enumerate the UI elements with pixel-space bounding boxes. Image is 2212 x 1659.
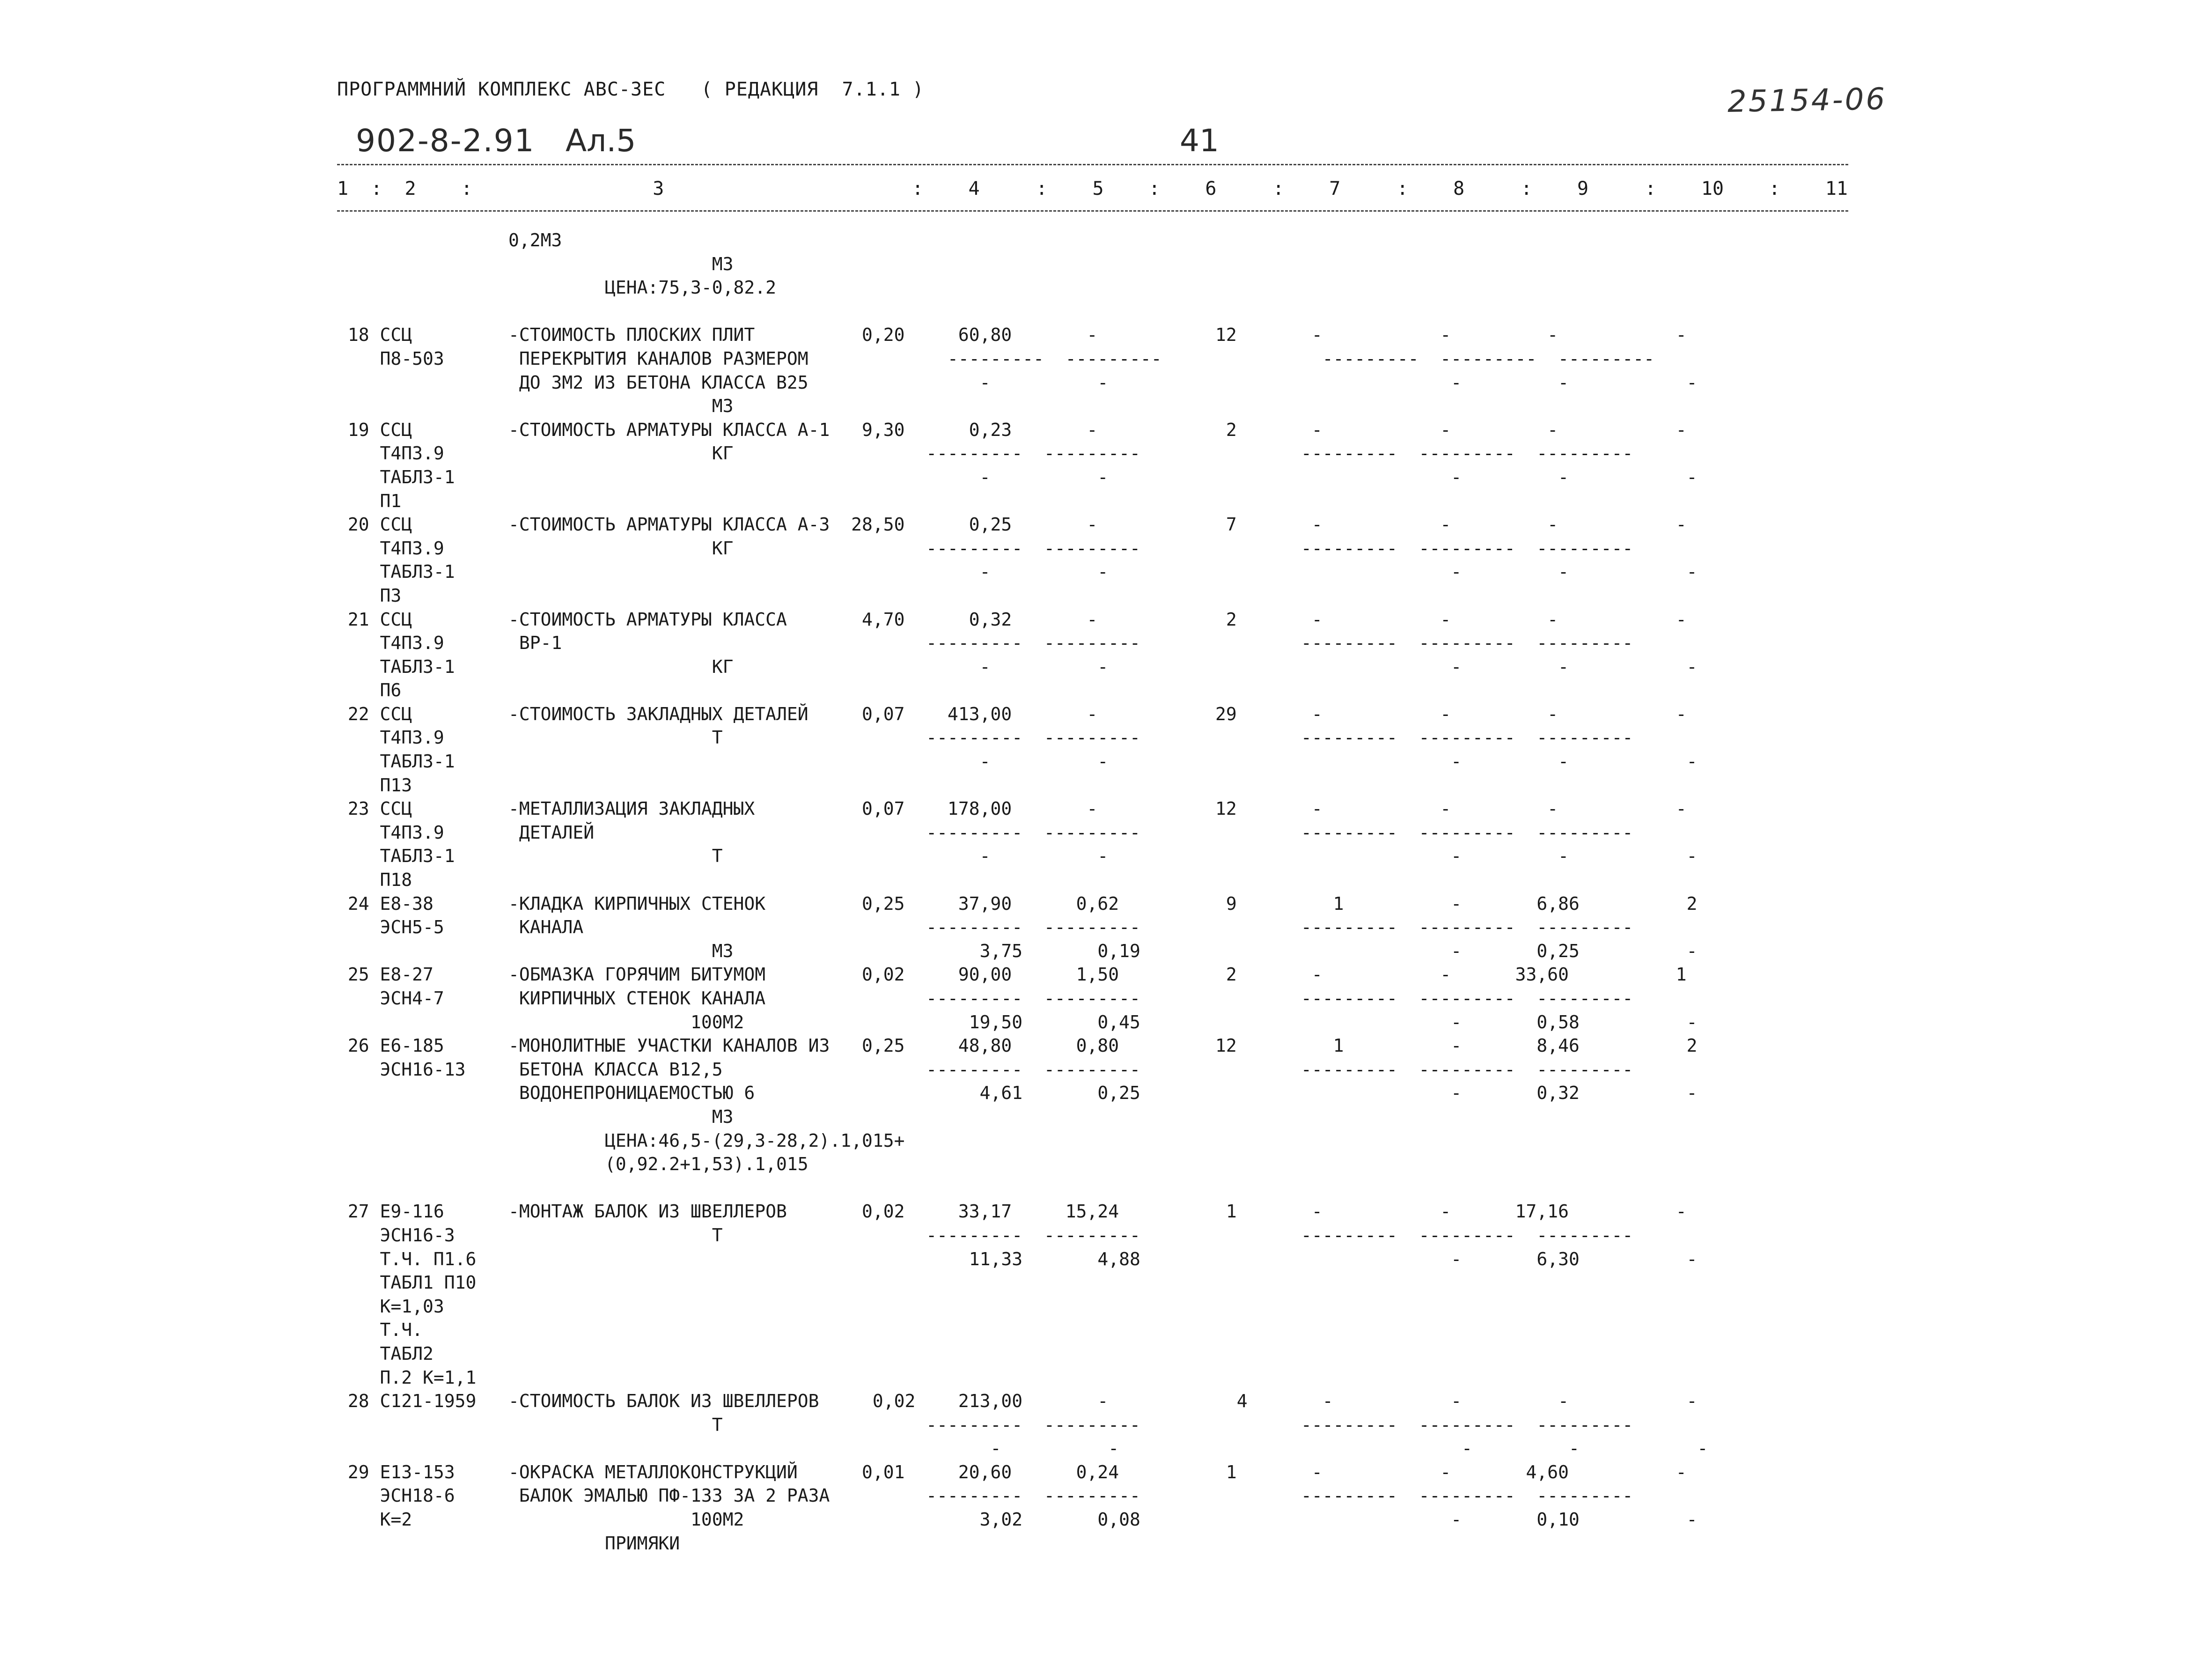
listing-line: ВОДОНЕПРОНИЦАЕМОСТЬЮ 6 4,61 0,25 - 0,32 - bbox=[337, 1083, 1698, 1104]
listing-line: П3 bbox=[337, 585, 402, 606]
listing-line: Т4П3.9 ВР-1 --------- --------- --------- --------- --------- bbox=[337, 633, 1633, 654]
listing-line: (0,92.2+1,53).1,015 bbox=[337, 1154, 808, 1175]
listing-line: 100М2 19,50 0,45 - 0,58 - bbox=[337, 1011, 1698, 1032]
listing-line: 21 ССЦ -СТОИМОСТЬ АРМАТУРЫ КЛАССА 4,70 0,32 - 2 - - - - bbox=[337, 609, 1687, 630]
listing-line: ЭСН5-5 КАНАЛА --------- --------- --------- --------- --------- bbox=[337, 917, 1633, 938]
listing-line: М3 bbox=[337, 396, 734, 417]
listing-line: ТАБЛ3-1 - - - - - bbox=[337, 561, 1698, 582]
listing-line: М3 3,75 0,19 - 0,25 - bbox=[337, 940, 1698, 961]
listing-line: 28 С121-1959 -СТОИМОСТЬ БАЛОК ИЗ ШВЕЛЛЕРОВ 0,02 213,00 - 4 - - - - bbox=[337, 1391, 1698, 1412]
listing-line: ТАБЛ3-1 КГ - - - - - bbox=[337, 656, 1698, 677]
listing-line: П13 bbox=[337, 774, 412, 796]
top-dashed-rule bbox=[337, 164, 1848, 165]
listing-line: ТАБЛ3-1 - - - - - bbox=[337, 466, 1698, 487]
listing-line: ЭСН16-3 Т --------- --------- --------- --------- --------- bbox=[337, 1224, 1633, 1246]
listing-line: - - - - - bbox=[337, 1438, 1708, 1459]
page-number: 41 bbox=[1180, 123, 1219, 159]
listing-line: П6 bbox=[337, 680, 402, 701]
listing-line: ЭСН18-6 БАЛОК ЭМАЛЬЮ ПФ-133 ЗА 2 РАЗА --------- --------- --------- --------- --------- bbox=[337, 1485, 1633, 1506]
listing-line: К=2 100М2 3,02 0,08 - 0,10 - bbox=[337, 1509, 1698, 1530]
header-dashed-rule bbox=[337, 210, 1848, 212]
listing-line: 20 ССЦ -СТОИМОСТЬ АРМАТУРЫ КЛАССА А-3 28,50 0,25 - 7 - - - - bbox=[337, 514, 1687, 535]
listing-line: 19 ССЦ -СТОИМОСТЬ АРМАТУРЫ КЛАССА А-1 9,30 0,23 - 2 - - - - bbox=[337, 419, 1687, 440]
listing-line: Т4П3.9 Т --------- --------- --------- --------- --------- bbox=[337, 727, 1633, 748]
listing-line bbox=[337, 1176, 1854, 1200]
listing-line: П18 bbox=[337, 870, 412, 891]
estimate-listing bbox=[337, 229, 1854, 1555]
listing-line: 24 Е8-38 -КЛАДКА КИРПИЧНЫХ СТЕНОК 0,25 37,90 0,62 9 1 - 6,86 2 bbox=[337, 893, 1698, 914]
column-numbers-row: 1 : 2 : 3 : 4 : 5 : 6 : 7 : 8 : 9 : 10 : 11 bbox=[337, 178, 1848, 199]
listing-line: П.2 К=1,1 bbox=[337, 1367, 477, 1388]
listing-line: 23 ССЦ -МЕТАЛЛИЗАЦИЯ ЗАКЛАДНЫХ 0,07 178,00 - 12 - - - - bbox=[337, 798, 1687, 819]
listing-line: ТАБЛ2 bbox=[337, 1343, 434, 1364]
listing-line: ПРИМЯКИ bbox=[337, 1533, 680, 1554]
listing-line: Т.Ч. bbox=[337, 1320, 423, 1341]
listing-line: ТАБЛ1 П10 bbox=[337, 1272, 477, 1293]
listing-line: ЭСН16-13 БЕТОНА КЛАССА В12,5 --------- --------- --------- --------- --------- bbox=[337, 1059, 1633, 1080]
listing-line bbox=[337, 300, 1854, 324]
program-line: ПРОГРАММНИЙ КОМПЛЕКС АВС-ЗЕС ( РЕДАКЦИЯ 7.1.1 ) bbox=[337, 79, 925, 100]
listing-line: П8-503 ПЕРЕКРЫТИЯ КАНАЛОВ РАЗМЕРОМ --------- --------- --------- --------- --------- bbox=[337, 348, 1654, 369]
listing-line: 25 Е8-27 -ОБМАЗКА ГОРЯЧИМ БИТУМОМ 0,02 90,00 1,50 2 - - 33,60 1 bbox=[337, 964, 1687, 985]
listing-line: ТАБЛ3-1 Т - - - - - bbox=[337, 846, 1698, 867]
listing-line: ЭСН4-7 КИРПИЧНЫХ СТЕНОК КАНАЛА --------- --------- --------- --------- --------- bbox=[337, 988, 1633, 1009]
doc-code: 902-8-2.91 bbox=[356, 123, 535, 159]
listing-line: 26 Е6-185 -МОНОЛИТНЫЕ УЧАСТКИ КАНАЛОВ ИЗ 0,25 48,80 0,80 12 1 - 8,46 2 bbox=[337, 1035, 1698, 1056]
handwritten-number: 25154-06 bbox=[1727, 82, 1887, 119]
listing-line: ЦЕНА:46,5-(29,3-28,2).1,015+ bbox=[337, 1130, 905, 1151]
listing-line: Т.Ч. П1.6 11,33 4,88 - 6,30 - bbox=[337, 1248, 1698, 1269]
listing-line: Т4П3.9 КГ --------- --------- --------- --------- --------- bbox=[337, 443, 1633, 464]
listing-line: М3 bbox=[337, 1106, 734, 1127]
sheet-label: Ал.5 bbox=[566, 123, 636, 159]
listing-line: 0,2М3 bbox=[337, 230, 562, 251]
listing-line: Т4П3.9 КГ --------- --------- --------- --------- --------- bbox=[337, 538, 1633, 559]
listing-line: М3 bbox=[337, 253, 734, 274]
listing-line: 22 ССЦ -СТОИМОСТЬ ЗАКЛАДНЫХ ДЕТАЛЕЙ 0,07 413,00 - 29 - - - - bbox=[337, 703, 1687, 724]
listing-line: ЦЕНА:75,3-0,82.2 bbox=[337, 277, 776, 298]
listing-line: ДО 3М2 ИЗ БЕТОНА КЛАССА В25 - - - - - bbox=[337, 372, 1698, 393]
listing-line: 18 ССЦ -СТОИМОСТЬ ПЛОСКИХ ПЛИТ 0,20 60,80 - 12 - - - - bbox=[337, 324, 1687, 346]
listing-line: Т --------- --------- --------- --------- --------- bbox=[337, 1414, 1633, 1435]
listing-line: ТАБЛ3-1 - - - - - bbox=[337, 751, 1698, 772]
listing-line: П1 bbox=[337, 490, 402, 511]
listing-line: Т4П3.9 ДЕТАЛЕЙ --------- --------- --------- --------- --------- bbox=[337, 822, 1633, 843]
listing-line: К=1,03 bbox=[337, 1296, 444, 1317]
listing-line: 27 Е9-116 -МОНТАЖ БАЛОК ИЗ ШВЕЛЛЕРОВ 0,02 33,17 15,24 1 - - 17,16 - bbox=[337, 1201, 1687, 1222]
listing-line: 29 Е13-153 -ОКРАСКА МЕТАЛЛОКОНСТРУКЦИЙ 0,01 20,60 0,24 1 - - 4,60 - bbox=[337, 1461, 1687, 1482]
